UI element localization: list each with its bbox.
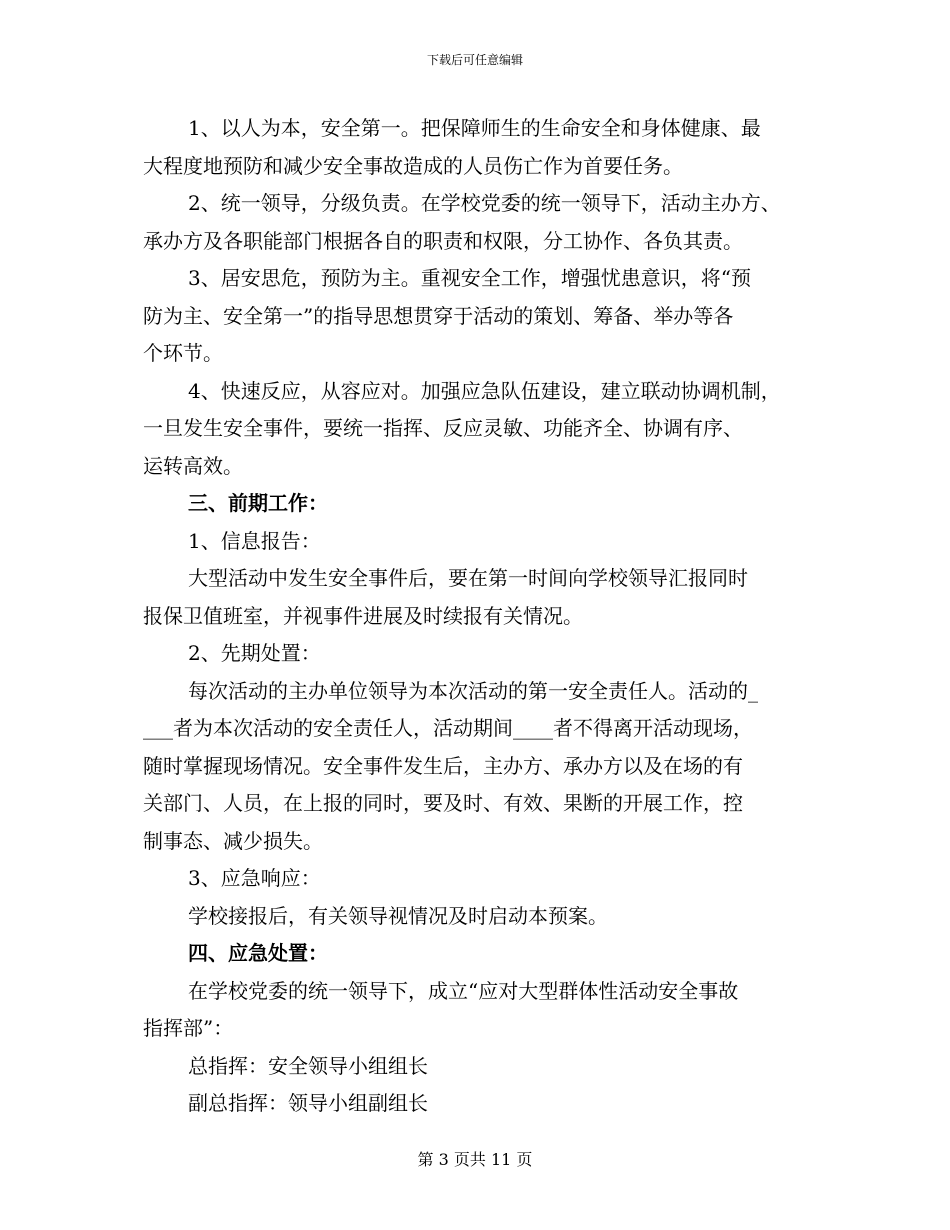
section-heading: 三、前期工作： — [188, 491, 328, 515]
body-line: 指挥部”： — [143, 1016, 234, 1040]
body-line: 防为主、安全第一”的指导思想贯穿于活动的策划、筹备、举办等各 — [143, 303, 734, 328]
page-header: 下载后可任意编辑 — [426, 53, 523, 67]
subsection-heading: 1、信息报告： — [188, 528, 321, 553]
body-line: 大型活动中发生安全事件后，要在第一时间向学校领导汇报同时 — [188, 566, 748, 590]
body-line: 3、居安思危，预防为主。重视安全工作，增强忧患意识，将“预 — [188, 266, 751, 290]
subsection-heading: 2、先期处置： — [188, 641, 321, 665]
body-line: 副总指挥：领导小组副组长 — [188, 1091, 428, 1115]
body-line: 个环节。 — [143, 341, 223, 365]
body-line: 关部门、人员，在上报的同时，要及时、有效、果断的开展工作，控 — [143, 791, 743, 815]
subsection-heading: 3、应急响应： — [188, 866, 321, 890]
body-line: 随时掌握现场情况。安全事件发生后，主办方、承办方以及在场的有 — [143, 753, 743, 778]
body-line: 学校接报后，有关领导视情况及时启动本预案。 — [188, 903, 608, 928]
page-footer: 第 3 页共 11 页 — [417, 1150, 533, 1169]
body-line: 总指挥：安全领导小组组长 — [188, 1053, 428, 1078]
body-line: 运转高效。 — [143, 453, 243, 478]
body-line: 每次活动的主办单位领导为本次活动的第一安全责任人。活动的_ — [188, 678, 758, 703]
body-line: 1、以人为本，安全第一。把保障师生的生命安全和身体健康、最 — [188, 116, 761, 140]
body-line: ___者为本次活动的安全责任人，活动期间____者不得离开活动现场， — [143, 716, 753, 740]
body-line: 4、快速反应，从容应对。加强应急队伍建设，建立联动协调机制， — [188, 378, 781, 403]
body-line: 制事态、减少损失。 — [143, 828, 323, 853]
section-heading: 四、应急处置： — [188, 941, 328, 965]
body-line: 一旦发生安全事件，要统一指挥、反应灵敏、功能齐全、协调有序、 — [143, 416, 743, 440]
body-line: 承办方及各职能部门根据各自的职责和权限，分工协作、各负其责。 — [143, 228, 743, 253]
body-line: 大程度地预防和减少安全事故造成的人员伤亡作为首要任务。 — [143, 153, 683, 178]
document-body — [143, 110, 823, 1123]
body-line: 2、统一领导，分级负责。在学校党委的统一领导下，活动主办方、 — [188, 191, 781, 215]
body-line: 报保卫值班室，并视事件进展及时续报有关情况。 — [143, 603, 583, 628]
body-line: 在学校党委的统一领导下，成立“应对大型群体性活动安全事故 — [188, 978, 739, 1003]
